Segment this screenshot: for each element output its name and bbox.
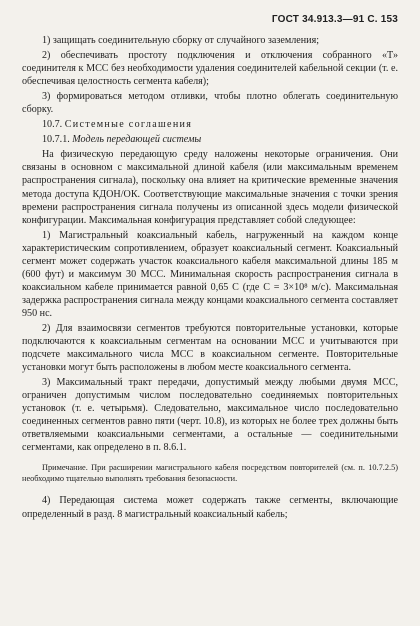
section-number: 10.7. [42, 119, 63, 131]
note: Примечание. При расширении магистрального кабеля посредством повторителей (см. п. 10.7.2.5) необходимо тщательно выполнять требования безопасности. [22, 463, 398, 484]
subsection-heading [22, 133, 398, 146]
paragraph-item-1: 1) защищать соединительную сборку от случайного заземления; [42, 35, 320, 46]
subsection-number: 10.7.1. [42, 134, 70, 146]
paragraph-intro: На физическую передающую среду наложены некоторые ограничения. Они связаны в основном с максимальной длиной кабеля (или максимальным временем распространения сигнала), поскольку она влияет на критические временные значения метода доступа КДОН/ОК. Соответствующие максимальные значения с точки зрения времени распространения сигнала получены из описанной здесь модели физической конфигурации. Максимальная конфигурация представляет собой следующее: [22, 149, 398, 226]
paragraph-point-3: 3) Максимальный тракт передачи, допустимый между любыми двумя МСС, ограничен допустимым числом последовательно соединяемых повторительных установок (т. е. четырьмя). Следовательно, максимальное число последовательно соединенных сегментов равно пяти (черт. 10.8), из которых не более трех должны быть ответвляемыми коаксиальными сегментами, а остальные — соединительными сегментами, как определено в п. 8.6.1. [22, 377, 398, 454]
paragraph-item-2: 2) обеспечивать простоту подключения и отключения собранного «Т» соединителя к МСС без необходимости удаления соединителей кабельной секции (т. е. обеспечивая целостность сегмента кабеля); [22, 50, 398, 88]
paragraph-point-1: 1) Магистральный коаксиальный кабель, нагруженный на каждом конце характеристическим сопротивлением, образует коаксиальный сегмент. Коаксиальный сегмент может содержать участок коаксиального кабеля максимальной длины 185 м (600 фут) и максимум 30 МСС. Минимальная скорость распространения сигнала в коаксиальном кабеле принимается равной 0,65 C (где C = 3×10⁸ м/с). Максимальная задержка распространения сигнала между концами коаксиального сегмента составляет 950 нс. [22, 229, 398, 319]
paragraph-item-3: 3) формироваться методом отливки, чтобы плотно облегать соединительную сборку. [22, 91, 398, 116]
subsection-title: Модель передающей системы [72, 134, 202, 146]
section-title: Системные соглашения [64, 119, 193, 131]
section-heading [22, 118, 398, 131]
paragraph-point-4: 4) Передающая система может содержать также сегменты, включающие определенный в разд. 8 магистральный коаксиальный кабель; [22, 495, 398, 520]
page-body [22, 34, 398, 523]
page-header: ГОСТ 34.913.3—91 С. 153 [271, 14, 398, 25]
paragraph-point-2: 2) Для взаимосвязи сегментов требуются повторительные установки, которые подключаются к коаксиальным сегментам на основании МСС и учитываются при подсчете максимального числа МСС в коаксиальном сегменте. Повторительные установки могут быть расположены в любом месте коаксиального сегмента. [22, 322, 398, 374]
